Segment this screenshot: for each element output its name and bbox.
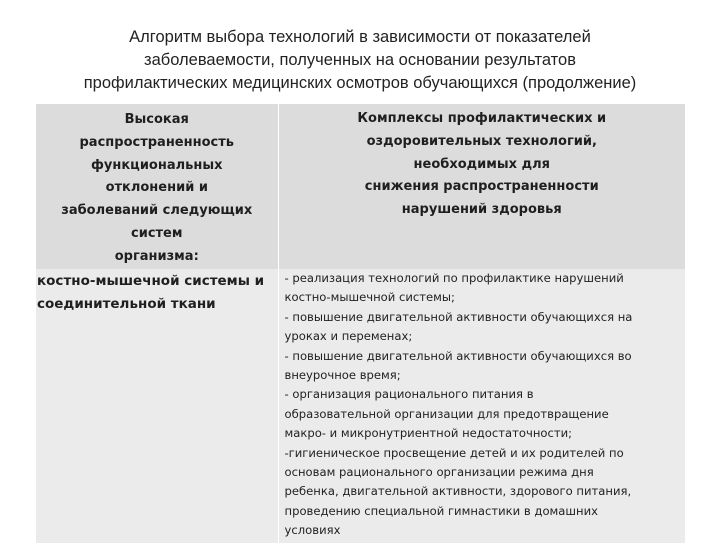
list-item: - повышение двигательной активности обучающихся на bbox=[284, 309, 633, 324]
row-cell-system bbox=[36, 269, 278, 543]
list-item: костно-мышечной системы; bbox=[284, 290, 455, 305]
list-item: внеурочное время; bbox=[284, 368, 401, 383]
table-row bbox=[36, 269, 685, 543]
row-cell-technologies bbox=[278, 269, 685, 543]
header-line: Комплексы профилактических и bbox=[357, 111, 607, 126]
header-line: распространенность bbox=[79, 134, 234, 150]
list-item: - повышение двигательной активности обучающихся во bbox=[284, 348, 632, 363]
header-line: отклонений и bbox=[105, 180, 208, 196]
header-line: функциональных bbox=[91, 157, 223, 173]
list-item: ребенка, двигательной активности, здорового питания, bbox=[284, 484, 632, 499]
header-line: необходимых для bbox=[413, 156, 550, 172]
list-item: образовательной организации для предотвращение bbox=[284, 406, 609, 421]
row-line: соединительной ткани bbox=[37, 296, 216, 312]
header-line: систем bbox=[131, 225, 183, 241]
title-line: Алгоритм выбора технологий в зависимости от показателей bbox=[129, 28, 591, 46]
header-line: снижения распространенности bbox=[364, 179, 599, 195]
header-line: заболеваний следующих bbox=[61, 203, 253, 219]
list-item: - реализация технологий по профилактике нарушений bbox=[284, 271, 624, 285]
list-item: проведению специальной гимнастики в домашних bbox=[284, 503, 598, 518]
row-line: костно-мышечной системы и bbox=[37, 273, 265, 289]
list-item: -гигиеническое просвещение детей и их родителей по bbox=[284, 445, 624, 460]
title-line: профилактических медицинских осмотров обучающихся (продолжение) bbox=[83, 74, 637, 92]
table-header-row bbox=[36, 104, 685, 269]
slide-title bbox=[20, 26, 700, 95]
header-line: организма: bbox=[114, 248, 199, 264]
list-item: - организация рационального питания в bbox=[284, 387, 534, 402]
header-line: Высокая bbox=[124, 112, 189, 127]
list-item: условиях bbox=[284, 523, 341, 538]
list-item: уроках и переменах; bbox=[284, 329, 413, 344]
list-item: макро- и микронутриентной недостаточности; bbox=[284, 426, 573, 441]
technology-table bbox=[36, 104, 685, 543]
header-cell-systems bbox=[36, 104, 278, 269]
list-item: основам рационального организации режима дня bbox=[284, 465, 594, 480]
title-line: заболеваемости, полученных на основании результатов bbox=[144, 51, 576, 69]
header-line: нарушений здоровья bbox=[401, 202, 562, 218]
header-line: оздоровительных технологий, bbox=[366, 133, 597, 149]
header-cell-technologies bbox=[278, 104, 685, 269]
